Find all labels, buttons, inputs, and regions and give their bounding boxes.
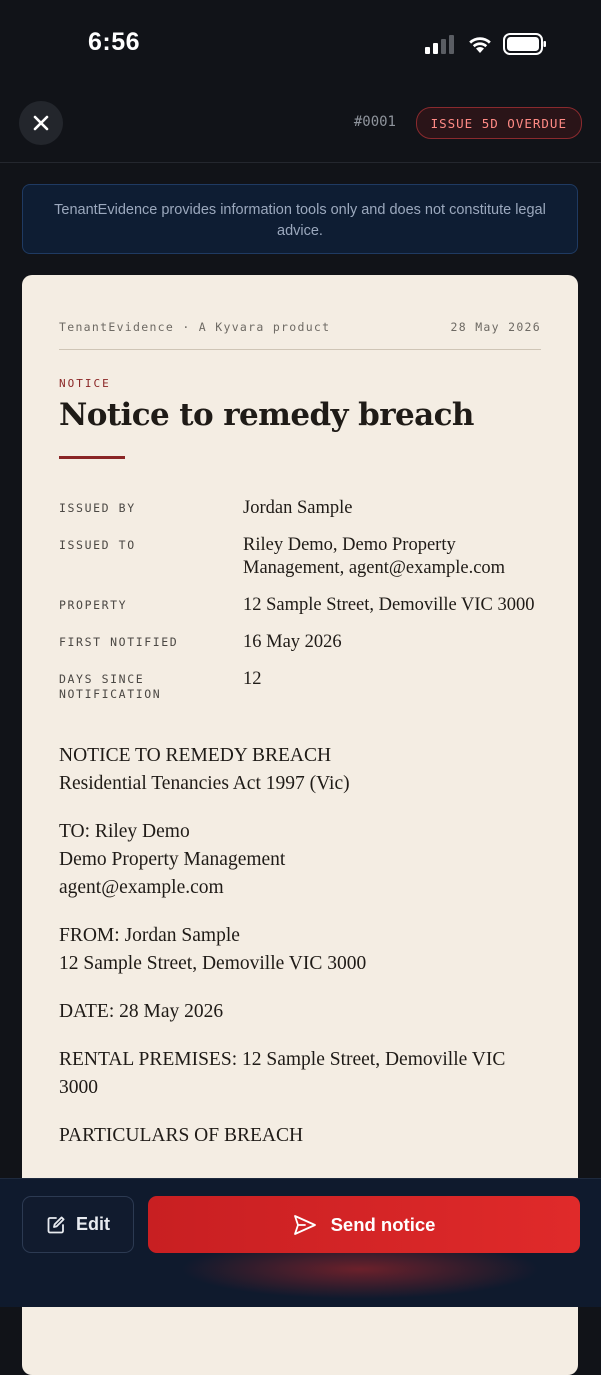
- field-value: Jordan Sample: [243, 498, 353, 518]
- field-value: Riley Demo, Demo Property Management, agent@example.com: [243, 535, 506, 578]
- body-to: [59, 818, 539, 902]
- title-underline: [59, 456, 125, 459]
- header: [0, 100, 601, 163]
- body-to-line: agent@example.com: [59, 877, 224, 898]
- close-button[interactable]: [19, 101, 63, 145]
- body-from-line: FROM: Jordan Sample: [59, 925, 240, 946]
- body-to-line: TO: Riley Demo: [59, 821, 190, 842]
- body-from: [59, 922, 539, 978]
- status-icons: [425, 33, 547, 55]
- issue-number: #0001: [353, 114, 396, 130]
- body-heading-line: NOTICE TO REMEDY BREACH: [59, 745, 332, 766]
- field-value: 12: [243, 669, 262, 689]
- send-button-label: Send notice: [330, 1213, 436, 1235]
- edit-button-label: Edit: [76, 1214, 110, 1234]
- wifi-icon: [467, 34, 493, 54]
- field-value: 16 May 2026: [243, 632, 342, 652]
- overdue-badge: ISSUE 5D OVERDUE: [416, 107, 582, 139]
- send-icon: [293, 1214, 317, 1236]
- document-date: 28 May 2026: [450, 320, 541, 334]
- body-premises: RENTAL PREMISES: 12 Sample Street, Demoville VIC 3000: [59, 1049, 506, 1098]
- divider: [59, 349, 541, 350]
- field-label: FIRST NOTIFIED: [59, 635, 179, 649]
- notice-body: [59, 742, 539, 1170]
- body-particulars: PARTICULARS OF BREACH: [59, 1125, 304, 1146]
- close-icon: [33, 115, 49, 131]
- action-bar: [0, 1178, 601, 1307]
- notice-label: NOTICE: [59, 377, 111, 390]
- send-notice-button[interactable]: [148, 1196, 580, 1253]
- disclaimer-banner: TenantEvidence provides information tools only and does not constitute legal advice.: [22, 184, 578, 254]
- body-from-line: 12 Sample Street, Demoville VIC 3000: [59, 953, 367, 974]
- body-heading: [59, 742, 539, 798]
- status-bar: [0, 0, 601, 90]
- edit-button[interactable]: [22, 1196, 134, 1253]
- battery-icon: [503, 33, 547, 55]
- body-act-line: Residential Tenancies Act 1997 (Vic): [59, 773, 350, 794]
- field-value: 12 Sample Street, Demoville VIC 3000: [243, 595, 535, 615]
- body-date: DATE: 28 May 2026: [59, 1001, 224, 1022]
- edit-icon: [46, 1215, 66, 1235]
- document-meta: [59, 320, 541, 334]
- field-label: DAYS SINCE NOTIFICATION: [59, 672, 162, 701]
- document-brand: TenantEvidence · A Kyvara product: [59, 320, 331, 334]
- document-title: Notice to remedy breach: [59, 397, 474, 433]
- body-to-line: Demo Property Management: [59, 849, 286, 870]
- status-time: 6:56: [88, 28, 141, 56]
- signal-icon: [425, 34, 457, 54]
- field-label: ISSUED BY: [59, 501, 136, 515]
- field-label: PROPERTY: [59, 598, 128, 612]
- field-label: ISSUED TO: [59, 538, 136, 552]
